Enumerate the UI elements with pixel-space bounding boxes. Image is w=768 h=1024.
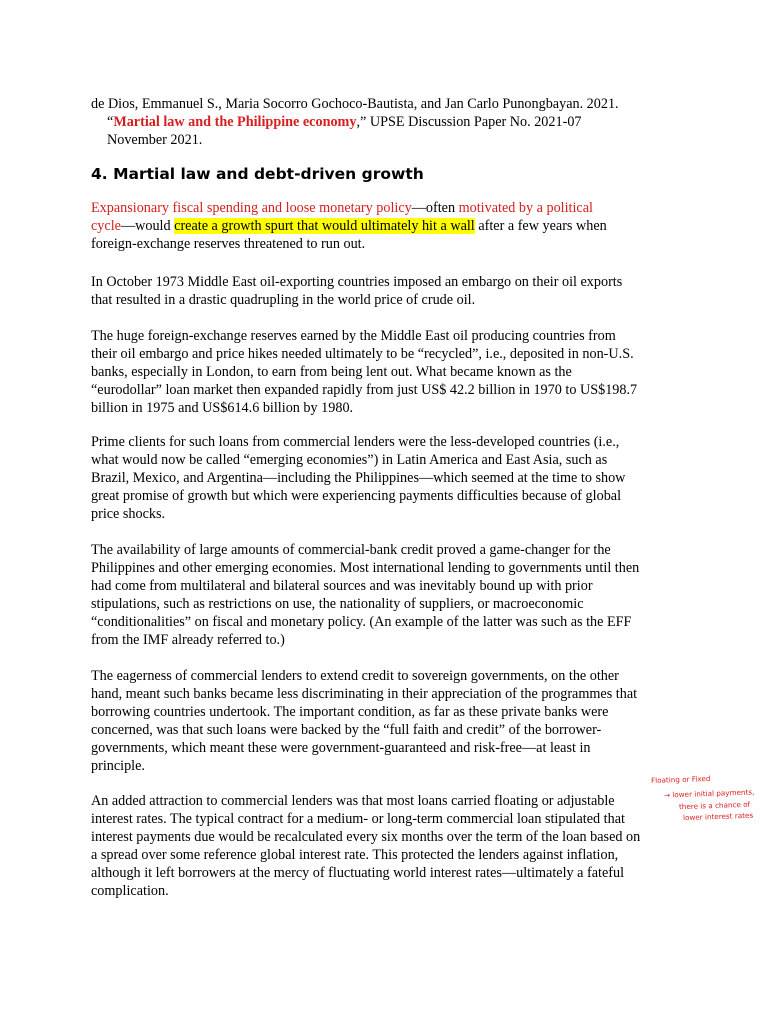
text-line: interest payments due would be recalculated every six months over the term of the loan based on [91, 829, 641, 845]
text-line: The availability of large amounts of commercial-bank credit proved a game-changer for the [91, 542, 611, 558]
citation [91, 95, 651, 149]
text-line: a spread over some reference global interest rate. This protected the lenders against inflation, [91, 847, 619, 863]
paragraph-1-line-3: foreign-exchange reserves threatened to run out. [91, 236, 366, 252]
text-line: “eurodollar” loan market then expanded rapidly from just US$ 42.2 billion in 1970 to US$198.7 [91, 382, 638, 398]
text-line: although it left borrowers at the mercy of fluctuating world interest rates—ultimately a fateful [91, 865, 625, 881]
red-text: Expansionary fiscal spending and loose monetary policy [91, 200, 412, 216]
paragraph-1 [91, 199, 691, 253]
text-line: concerned, was that such loans were backed by the “full faith and credit” of the borrower- [91, 722, 602, 738]
citation-title-line [91, 113, 651, 131]
highlighted-text: create a growth spurt that would ultimately hit a wall [174, 218, 475, 234]
margin-note-line-1: Floating or Fixed [650, 773, 711, 786]
red-text: cycle [91, 218, 121, 234]
text-line: what would now be called “emerging economies”) in Latin America and East Asia, such as [91, 452, 608, 468]
text-line: “conditionalities” on fiscal and monetary policy. (An example of the latter was such as the EFF [91, 614, 632, 630]
paragraph-1-line-1 [91, 199, 691, 217]
text-line: Philippines and other emerging economies. Most international lending to governments until then [91, 560, 640, 576]
text-line: Brazil, Mexico, and Argentina—including the Philippines—which seemed at the time to show [91, 470, 626, 486]
citation-authors: de Dios, Emmanuel S., Maria Socorro Gochoco-Bautista, and Jan Carlo Punongbayan. 2021. [91, 96, 619, 112]
text-line: stipulations, such as restrictions on use, the nationality of suppliers, or macroeconomic [91, 596, 584, 612]
margin-note-line-2: → lower initial payments, [663, 787, 755, 800]
text-line: An added attraction to commercial lenders was that most loans carried floating or adjustable [91, 793, 615, 809]
citation-title: Martial law and the Philippine economy [113, 114, 357, 130]
paragraph-5 [91, 541, 691, 649]
paragraph-3 [91, 327, 691, 417]
margin-note-line-3: there is a chance of [678, 799, 751, 812]
citation-after-title: ,” UPSE Discussion Paper No. 2021-07 [356, 114, 582, 130]
citation-date: November 2021. [107, 132, 203, 148]
paragraph-2 [91, 273, 691, 309]
text-line: had come from multilateral and bilateral sources and was inevitably bound up with prior [91, 578, 593, 594]
text-line: borrowing countries undertook. The important condition, as far as these private banks were [91, 704, 609, 720]
paragraph-4 [91, 433, 691, 523]
text-line: interest rates. The typical contract for a medium- or long-term commercial loan stipulated that [91, 811, 625, 827]
text-line: billion in 1975 and US$614.6 billion by 1980. [91, 400, 354, 416]
citation-open-quote: “ [107, 114, 114, 130]
margin-note-line-4: lower interest rates [682, 810, 754, 823]
text-line: that resulted in a drastic quadrupling in the world price of crude oil. [91, 292, 476, 308]
text-line: great promise of growth but which were experiencing payments difficulties because of global [91, 488, 622, 504]
red-text: motivated by a political [458, 200, 593, 216]
section-heading: 4. Martial law and debt-driven growth [91, 165, 424, 183]
text-line: banks, especially in London, to earn from being lent out. What became known as the [91, 364, 572, 380]
text-line: Prime clients for such loans from commercial lenders were the less-developed countries (i.e., [91, 434, 620, 450]
text-line: governments, which meant these were government-guaranteed and risk-free—at least in [91, 740, 591, 756]
text-line: complication. [91, 883, 169, 899]
paragraph-6 [91, 667, 691, 775]
text-line: The eagerness of commercial lenders to extend credit to sovereign governments, on the other [91, 668, 619, 684]
text-line: The huge foreign-exchange reserves earned by the Middle East oil producing countries from [91, 328, 616, 344]
text-line: their oil embargo and price hikes needed ultimately to be “recycled”, i.e., deposited in non-U.S. [91, 346, 634, 362]
paragraph-1-line-2 [91, 217, 691, 235]
text-line: from the IMF already referred to.) [91, 632, 285, 648]
text-span: —often [411, 200, 459, 216]
text-line: hand, meant such banks became less discriminating in their appreciation of the programmes that [91, 686, 638, 702]
text-span: —would [120, 218, 175, 234]
text-line: principle. [91, 758, 145, 774]
text-span: after a few years when [474, 218, 607, 234]
paragraph-7 [91, 792, 691, 900]
text-line: In October 1973 Middle East oil-exporting countries imposed an embargo on their oil exports [91, 274, 623, 290]
text-line: price shocks. [91, 506, 166, 522]
